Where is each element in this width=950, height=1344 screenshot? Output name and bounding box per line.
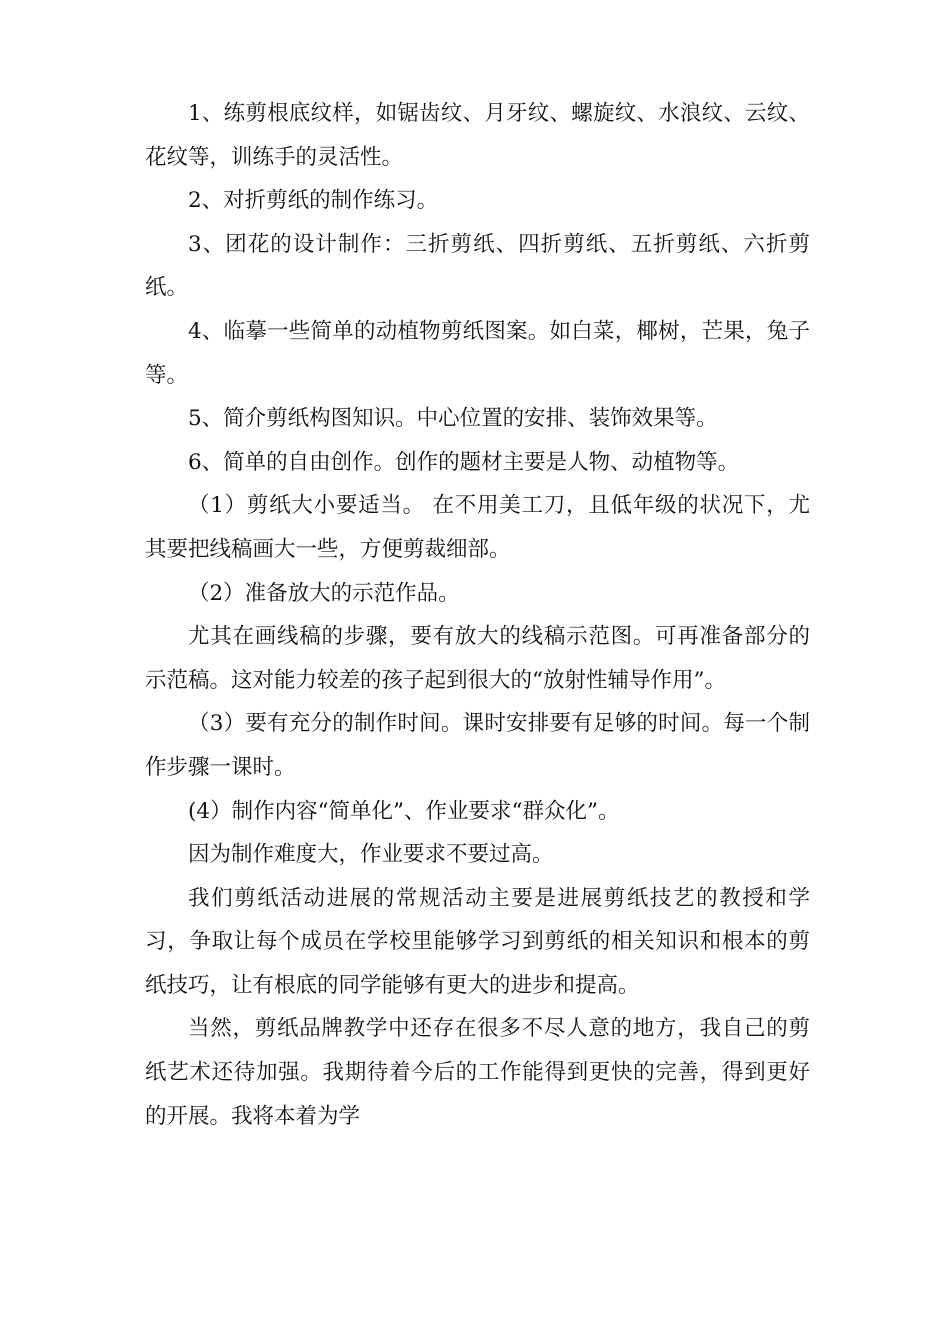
paragraph-reflection: 当然，剪纸品牌教学中还存在很多不尽人意的地方，我自己的剪纸艺术还待加强。我期待着今后的工作能得到更快的完善，得到更好的开展。我将本着为学 <box>145 1016 810 1129</box>
paragraph-item-6: 6、简单的自由创作。创作的题材主要是人物、动植物等。 <box>188 449 740 475</box>
paragraph-item-4: 4、临摹一些简单的动植物剪纸图案。如白菜，椰树，芒果，兔子等。 <box>145 318 810 388</box>
paragraph-note-2: （2）准备放大的示范作品。 <box>188 580 460 606</box>
paragraph-note-1: （1）剪纸大小要适当。 在不用美工刀，且低年级的状况下，尤其要把线稿画大一些，方便剪裁细部。 <box>145 493 810 562</box>
paragraph-item-2: 2、对折剪纸的制作练习。 <box>188 188 439 214</box>
paragraph-note-4: (4）制作内容“简单化”、作业要求“群众化”。 <box>188 798 620 824</box>
paragraph-note-2-detail: 尤其在画线稿的步骤，要有放大的线稿示范图。可再准备部分的示范稿。这对能力较差的孩子起到很大的“放射性辅导作用”。 <box>145 624 810 693</box>
paragraph-note-4-detail: 因为制作难度大，作业要求不要过高。 <box>188 842 554 868</box>
document-body <box>145 92 810 1138</box>
paragraph-item-3: 3、团花的设计制作：三折剪纸、四折剪纸、五折剪纸、六折剪纸。 <box>145 231 810 301</box>
paragraph-activities: 我们剪纸活动进展的常规活动主要是进展剪纸技艺的教授和学习，争取让每个成员在学校里能够学习到剪纸的相关知识和根本的剪纸技巧，让有根底的同学能够有更大的进步和提高。 <box>145 885 810 998</box>
paragraph-item-5: 5、简介剪纸构图知识。中心位置的安排、装饰效果等。 <box>188 406 718 432</box>
paragraph-note-3: （3）要有充分的制作时间。课时安排要有足够的时间。每一个制作步骤一课时。 <box>145 711 810 780</box>
paragraph-item-1: 1、练剪根底纹样，如锯齿纹、月牙纹、螺旋纹、水浪纹、云纹、花纹等，训练手的灵活性。 <box>145 101 810 170</box>
